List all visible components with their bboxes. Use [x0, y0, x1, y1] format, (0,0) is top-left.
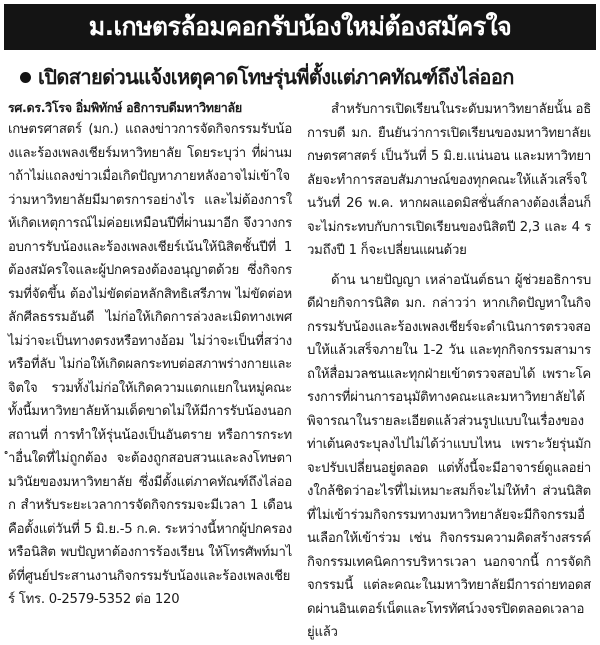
- right-column: [307, 98, 591, 645]
- headline-banner: [4, 4, 596, 50]
- left-column: [8, 98, 292, 612]
- left-paragraph: เกษตรศาสตร์ (มก.) แถลงข่าวการจัดกิจกรรมรับน้องและร้องเพลงเชียร์มหาวิทยาลัย โดยระบุว่า ที่ผ่านมาถ้าไม่แถลงข่าวเมื่อเกิดปัญหาภายหลังอาจไม่เข้าใจว่ามหาวิทยาลัยมีมาตรการอย่างไร และไม่ต้องการให้เกิดเหตุการณ์ไม่ค่อยเหมือนปีที่ผ่านมาอีก จึงวางกรอบการรับน้องและร้องเพลงเชียร์เน้นให้นิสิตชั้นปีที่ 1 ต้องสมัครใจและผู้ปกครองต้องอนุญาตด้วย ซึ่งกิจกรรมที่จัดขึ้น ต้องไม่ขัดต่อหลักสิทธิเสรีภาพ ไม่ขัดต่อหลักศีลธรรมอันดี ไม่ก่อให้เกิดการล่วงละเมิดทางเพศ ไม่ว่าจะเป็นทางตรงหรือทางอ้อม ไม่ว่าจะเป็นที่สว่างหรือที่ลับ ไม่ก่อให้เกิดผลกระทบต่อสภาพร่างกายและจิตใจ รวมทั้งไม่ก่อให้เกิดความแตกแยกในหมู่คณะ ทั้งนี้มหาวิทยาลัยห้ามเด็ดขาดไม่ให้มีการรับน้องนอกสถานที่ การทำให้รุ่นน้องเป็นอันตราย หรือการกระทำอื่นใดที่ไม่ถูกต้อง จะต้องถูกสอบสวนและลงโทษตามวินัยของมหาวิทยาลัย ซึ่งมีตั้งแต่ภาคทัณฑ์ถึงไล่ออก สำหรับระยะเวลาการจัดกิจกรรมจะมีเวลา 1 เดือน คือตั้งแต่วันที่ 5 มิ.ย.-5 ก.ค. ระหว่างนี้หากผู้ปกครองหรือนิสิต พบปัญหาต้องการร้องเรียน ให้โทรศัพท์มาได้ที่ศูนย์ประสานงานกิจกรรมรับน้องและร้องเพลงเชียร์ โทร. 0-2579-5352 ต่อ 120: [8, 122, 292, 607]
- right-paragraph-1: สำหรับการเปิดเรียนในระดับมหาวิทยาลัยนั้น อธิการบดี มก. ยืนยันว่าการเปิดเรียนของมหาวิทยาลัยเกษตรศาสตร์ เป็นวันที่ 5 มิ.ย.แน่นอน และมหาวิทยาลัยจะทำการสอบสัมภาษณ์ของทุกคณะให้แล้วเสร็จในวันที่ 26 พ.ค. หากผลแอดมิสชั่นส์กลางต้องเลื่อนก็จะไม่กระทบกับการเปิดเรียนของนิสิตปี 2,3 และ 4 รวมถึงปี 1 ก็จะเปลี่ยนแผนด้วย: [307, 102, 591, 258]
- headline: ม.เกษตรล้อมคอกรับน้องใหม่ต้องสมัครใจ: [88, 12, 512, 41]
- right-paragraph-2: ด้าน นายปัญญา เหล่าอนันต์ธนา ผู้ช่วยอธิการบดีฝ่ายกิจการนิสิต มก. กล่าวว่า หากเกิดปัญหาในกิจกรรมรับน้องและร้องเพลงเชียร์จะดำเนินการตรวจสอบให้แล้วเสร็จภายใน 1-2 วัน และทุกกิจกรรมสามารถให้สื่อมวลชนและทุกฝ่ายเข้าตรวจสอบได้ เพราะโครงการที่ผ่านการอนุมัติทางคณะและมหาวิทยาลัยได้พิจารณาในรายละเอียดแล้วส่วนรูปแบบในเรื่องของท่าเต้นคงระบุลงไปไม่ได้ว่าแบบไหน เพราะวัยรุ่นมักจะปรับเปลี่ยนอยู่ตลอด แต่ทั้งนี้จะมีอาจารย์ดูแลอย่างใกล้ชิดว่าอะไรที่ไม่เหมาะสมก็จะไม่ให้ทำ ส่วนนิสิตที่ไม่เข้าร่วมกิจกรรมทางมหาวิทยาลัยจะมีกิจกรรมอื่นเลือกให้เข้าร่วม เช่น กิจกรรมความคิดสร้างสรรค์ กิจกรรมเทคนิคการบริหารเวลา นอกจากนี้ การจัดกิจกรรมนี้ แต่ละคณะในมหาวิทยาลัยมีการถ่ายทอดสดผ่านอินเตอร์เน็ตและโทรทัศน์วงจรปิดตลอดเวลาอยู่แล้ว: [307, 272, 591, 640]
- subheadline: เปิดสายด่วนแจ้งเหตุคาดโทษรุ่นพี่ตั้งแต่ภาคทัณฑ์ถึงไล่ออก: [38, 65, 514, 89]
- subheadline-row: [6, 60, 594, 94]
- bullet-icon: [20, 72, 31, 83]
- byline: รศ.ดร.วิโรจ อิ่มพิทักษ์ อธิการบดีมหาวิทยาลัย: [8, 100, 242, 115]
